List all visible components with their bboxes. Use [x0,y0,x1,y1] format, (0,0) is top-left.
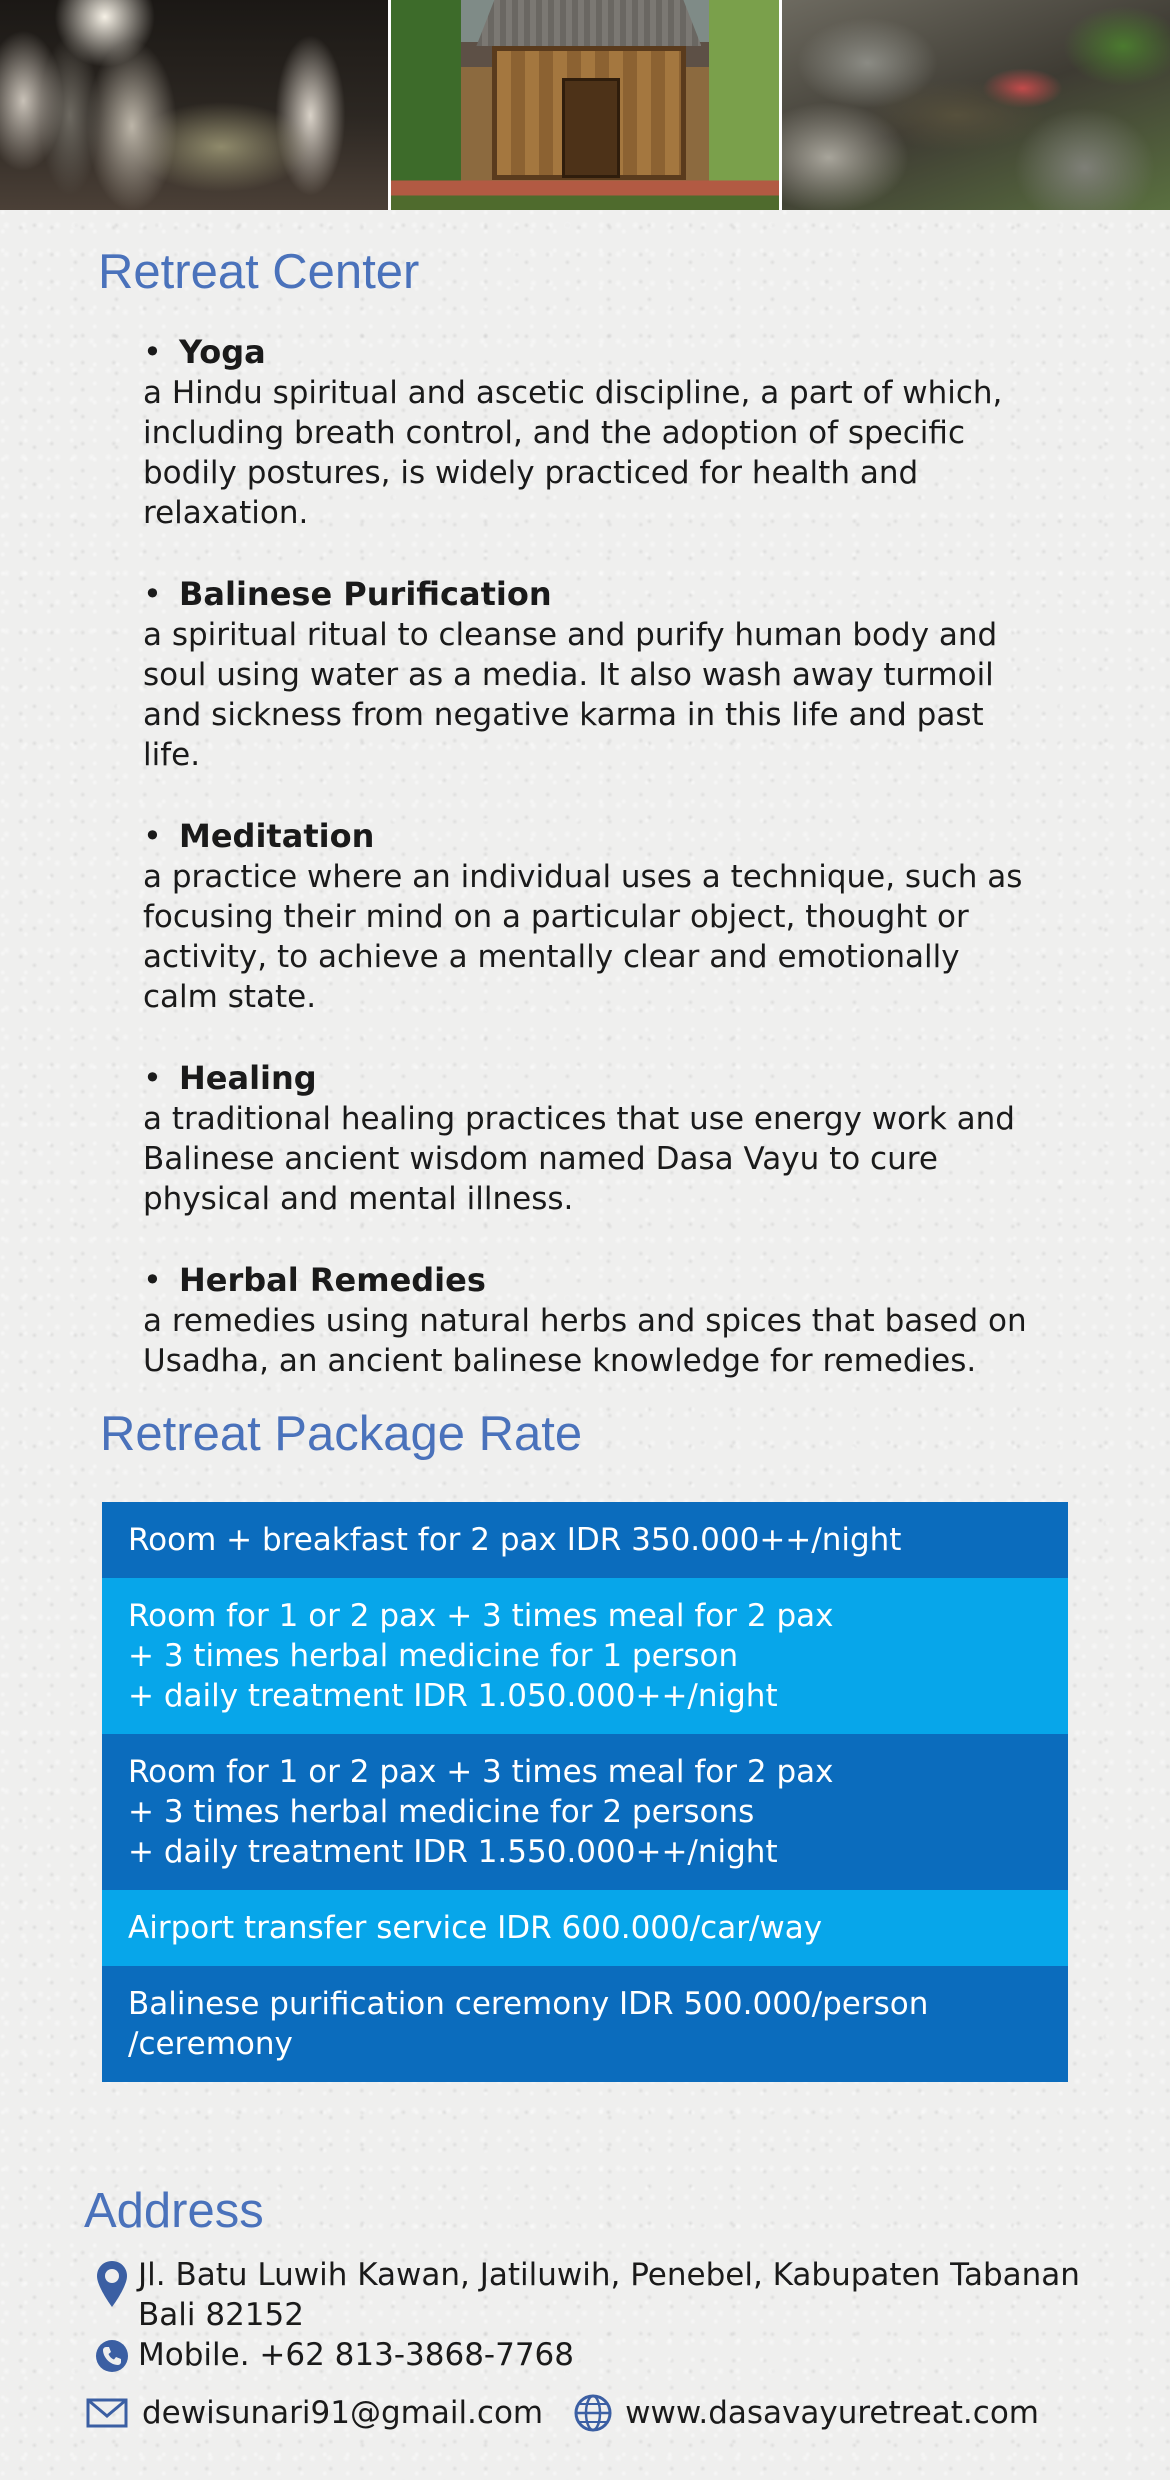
rate-row-purification-ceremony [102,1966,1068,2082]
activity-item-balinese-purification [143,574,1043,775]
address-title: Address [84,2184,264,2238]
activity-description: a spiritual ritual to cleanse and purify human body and soul using water as a media. It also wash away turmoil and sickness from negative karma in this life and past life. [143,617,998,773]
rate-line: Room for 1 or 2 pax + 3 times meal for 2 pax [128,1598,834,1634]
package-rate-title: Retreat Package Rate [100,1407,583,1461]
phone-number[interactable]: Mobile. +62 813-3868-7768 [138,2337,574,2373]
hut-door [562,78,620,178]
rate-line: Room for 1 or 2 pax + 3 times meal for 2 pax [128,1754,834,1790]
photo-banner [0,0,1170,210]
activity-description: a traditional healing practices that use energy work and Balinese ancient wisdom named Dasa Vayu to cure physical and mental illness. [143,1101,1015,1217]
river-purification-photo [782,0,1170,210]
rate-line: /ceremony [128,2026,293,2062]
activity-item-herbal-remedies [143,1260,1043,1381]
rate-row-two-person-package [102,1734,1068,1890]
activity-item-yoga [143,332,1043,533]
activity-item-healing [143,1058,1043,1219]
phone-line [90,2335,1150,2375]
yoga-class-photo [0,0,388,210]
rate-line: Balinese purification ceremony IDR 500.000/person [128,1986,929,2022]
address-block [90,2255,1150,2375]
rate-line: + 3 times herbal medicine for 1 person [128,1638,739,1674]
rate-row-room-breakfast [102,1502,1068,1578]
rate-line: + 3 times herbal medicine for 2 persons [128,1794,755,1830]
email-link[interactable]: dewisunari91@gmail.com [142,2395,544,2431]
activity-name: • Meditation [143,816,1043,857]
street-line: Jl. Batu Luwih Kawan, Jatiluwih, Penebel, Kabupaten Tabanan [138,2257,1080,2293]
rate-line: + daily treatment IDR 1.050.000++/night [128,1678,778,1714]
retreat-center-title: Retreat Center [98,245,420,299]
contact-row [86,2393,1039,2433]
activity-name: • Herbal Remedies [143,1260,1043,1301]
rate-row-airport-transfer [102,1890,1068,1966]
activity-description: a Hindu spiritual and ascetic discipline, a part of which, including breath control, and the adoption of specific bodily postures, is widely practiced for health and relaxation. [143,375,1003,531]
region-line: Bali 82152 [138,2297,304,2333]
rate-line: + daily treatment IDR 1.550.000++/night [128,1834,778,1870]
bamboo-hut-photo [391,0,779,210]
activity-item-meditation [143,816,1043,1017]
activity-list [143,332,1043,1422]
activity-name: • Yoga [143,332,1043,373]
phone-icon [90,2335,134,2373]
envelope-icon [86,2398,128,2428]
street-address [90,2255,1150,2335]
rate-table [102,1502,1068,2082]
rate-line: Airport transfer service IDR 600.000/car/way [128,1910,823,1946]
activity-name: • Balinese Purification [143,574,1043,615]
rate-row-one-person-package [102,1578,1068,1734]
activity-description: a practice where an individual uses a technique, such as focusing their mind on a particular object, thought or activity, to achieve a mentally clear and emotionally calm state. [143,859,1023,1015]
activity-description: a remedies using natural herbs and spices that based on Usadha, an ancient balinese knowledge for remedies. [143,1303,1027,1379]
rate-line: Room + breakfast for 2 pax IDR 350.000++/night [128,1522,902,1558]
map-pin-icon [90,2255,134,2309]
hut-roof [476,0,701,46]
website-link[interactable]: www.dasavayuretreat.com [625,2395,1039,2431]
globe-icon [573,2393,613,2433]
activity-name: • Healing [143,1058,1043,1099]
